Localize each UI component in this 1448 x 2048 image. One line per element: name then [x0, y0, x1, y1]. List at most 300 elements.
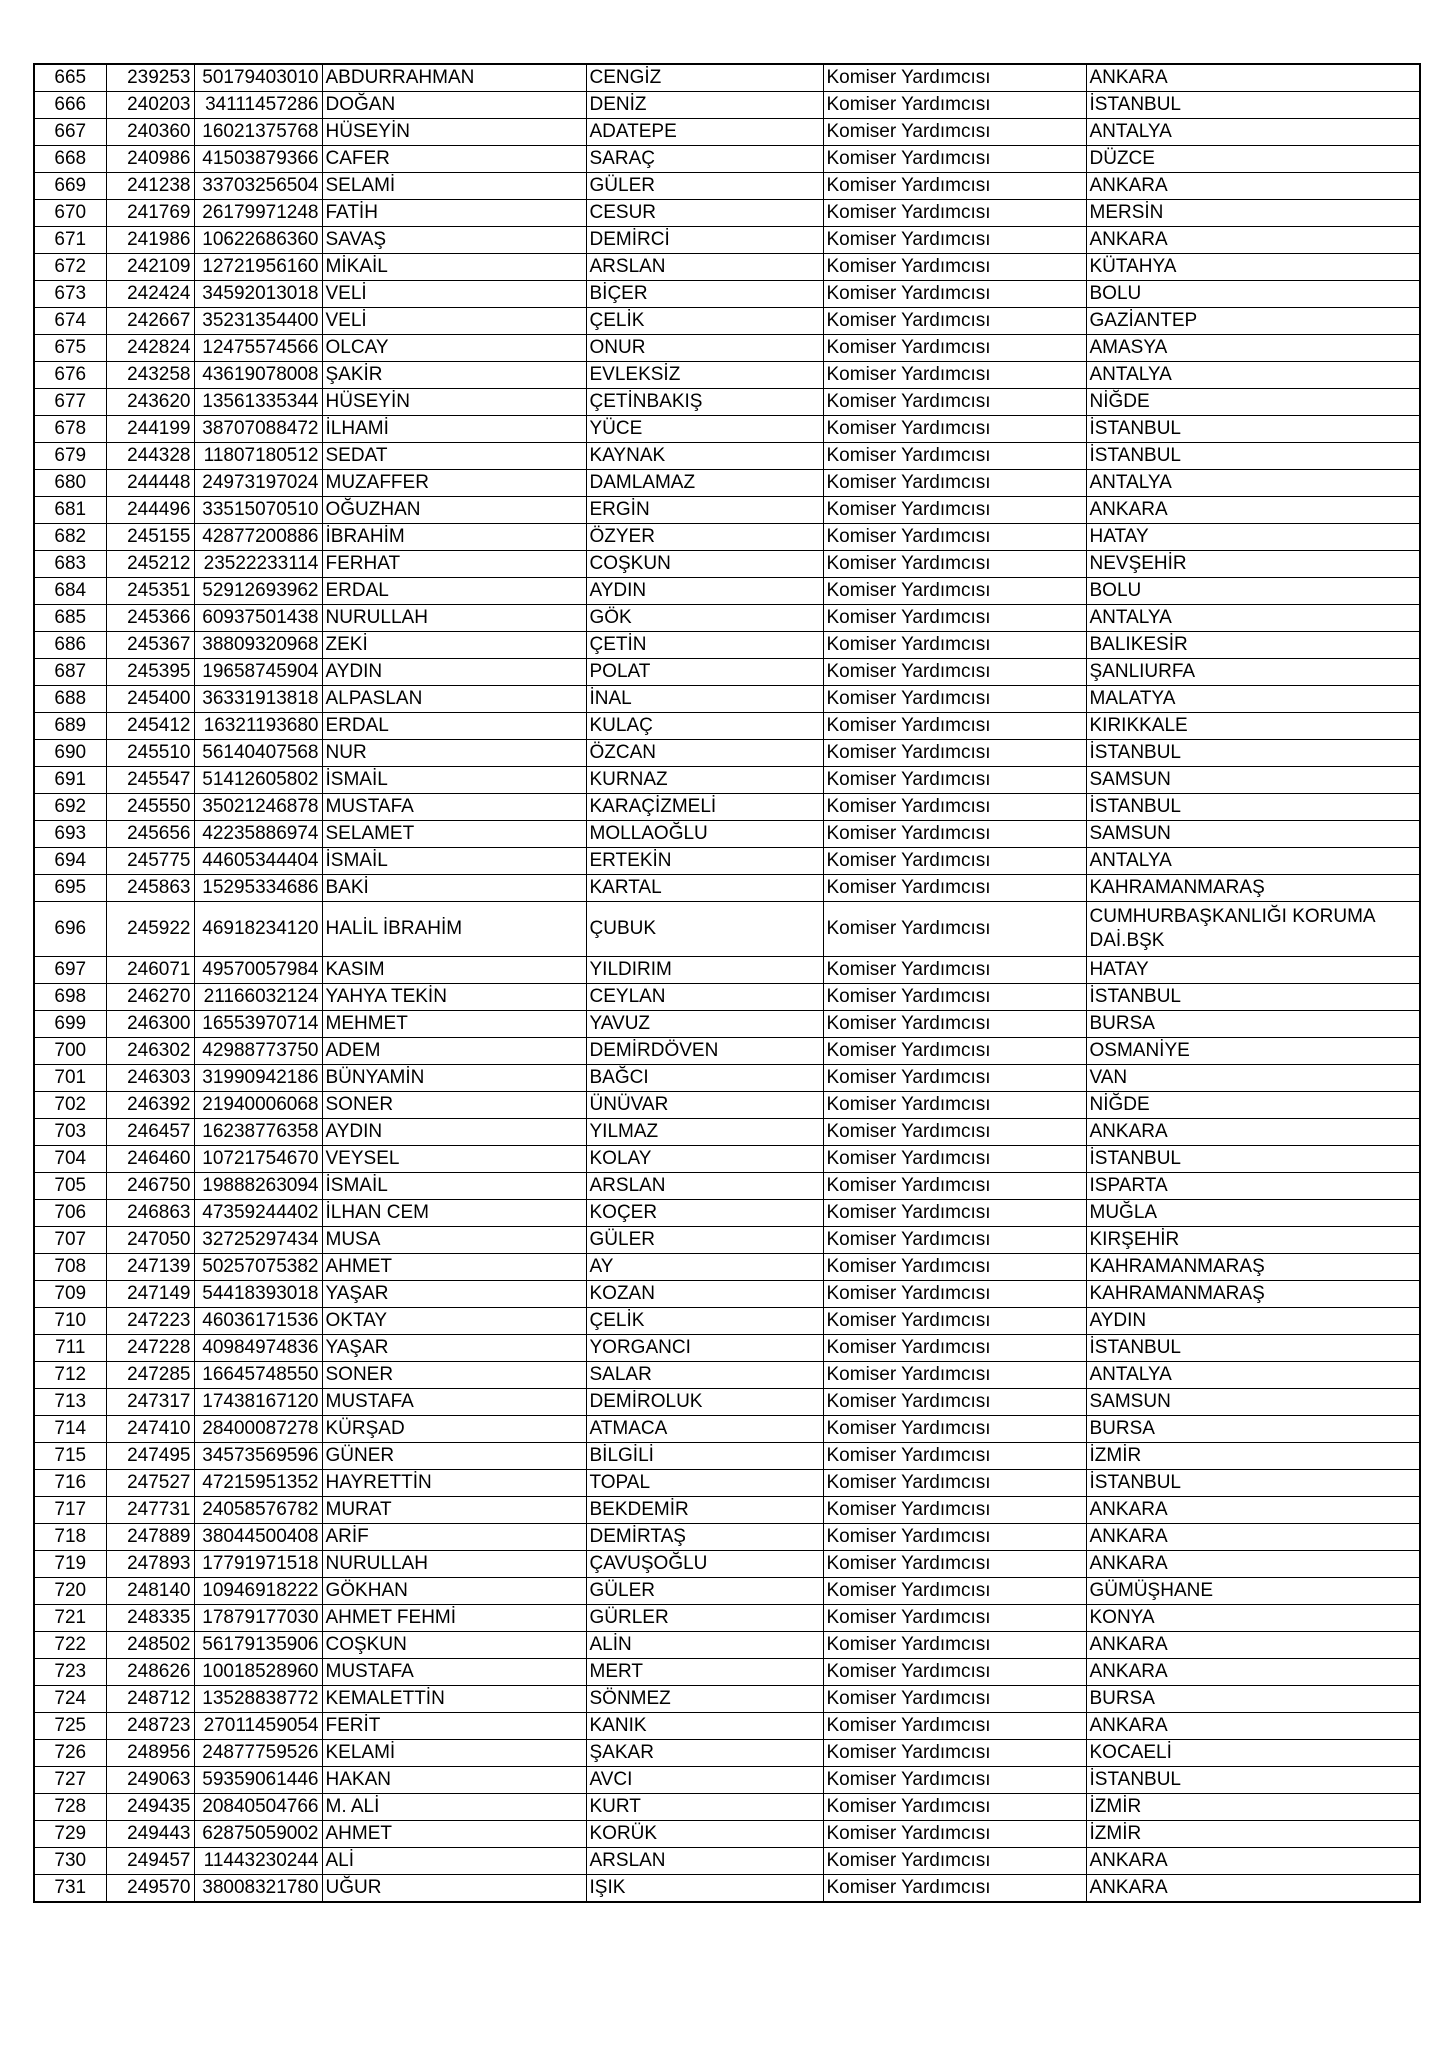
id-number-cell: 34573569596 [194, 1443, 322, 1470]
location-cell: ANTALYA [1086, 470, 1420, 497]
table-row [34, 1038, 1420, 1065]
table-row [34, 1362, 1420, 1389]
location-cell: HATAY [1086, 957, 1420, 984]
last-name-cell: KOZAN [586, 1281, 823, 1308]
rank-cell: Komiser Yardımcısı [823, 848, 1086, 875]
rank-cell: Komiser Yardımcısı [823, 1119, 1086, 1146]
registry-number-cell: 248140 [106, 1578, 194, 1605]
last-name-cell: DAMLAMAZ [586, 470, 823, 497]
location-cell: ANKARA [1086, 1848, 1420, 1875]
rank-cell: Komiser Yardımcısı [823, 200, 1086, 227]
location-cell: ANKARA [1086, 497, 1420, 524]
row-number-cell: 702 [34, 1092, 106, 1119]
last-name-cell: ARSLAN [586, 254, 823, 281]
last-name-cell: BEKDEMİR [586, 1497, 823, 1524]
id-number-cell: 34111457286 [194, 92, 322, 119]
id-number-cell: 21940006068 [194, 1092, 322, 1119]
registry-number-cell: 246863 [106, 1200, 194, 1227]
location-cell: ŞANLIURFA [1086, 659, 1420, 686]
table-row [34, 335, 1420, 362]
last-name-cell: ARSLAN [586, 1173, 823, 1200]
table-row [34, 1686, 1420, 1713]
id-number-cell: 19658745904 [194, 659, 322, 686]
registry-number-cell: 247495 [106, 1443, 194, 1470]
location-cell: MERSİN [1086, 200, 1420, 227]
first-name-cell: CAFER [322, 146, 586, 173]
first-name-cell: KASIM [322, 957, 586, 984]
last-name-cell: ARSLAN [586, 1848, 823, 1875]
registry-number-cell: 240203 [106, 92, 194, 119]
table-row [34, 1605, 1420, 1632]
first-name-cell: DOĞAN [322, 92, 586, 119]
first-name-cell: HÜSEYİN [322, 119, 586, 146]
id-number-cell: 24973197024 [194, 470, 322, 497]
table-row [34, 1632, 1420, 1659]
location-cell: OSMANİYE [1086, 1038, 1420, 1065]
first-name-cell: AHMET [322, 1821, 586, 1848]
row-number-cell: 678 [34, 416, 106, 443]
registry-number-cell: 247139 [106, 1254, 194, 1281]
location-cell: BURSA [1086, 1011, 1420, 1038]
id-number-cell: 47359244402 [194, 1200, 322, 1227]
registry-number-cell: 244496 [106, 497, 194, 524]
row-number-cell: 680 [34, 470, 106, 497]
id-number-cell: 16321193680 [194, 713, 322, 740]
table-row [34, 308, 1420, 335]
table-row [34, 1227, 1420, 1254]
rank-cell: Komiser Yardımcısı [823, 1686, 1086, 1713]
row-number-cell: 685 [34, 605, 106, 632]
table-row [34, 1011, 1420, 1038]
table-row [34, 1551, 1420, 1578]
table-row [34, 1659, 1420, 1686]
id-number-cell: 62875059002 [194, 1821, 322, 1848]
rank-cell: Komiser Yardımcısı [823, 1443, 1086, 1470]
table-row [34, 1146, 1420, 1173]
last-name-cell: YILDIRIM [586, 957, 823, 984]
location-cell: DÜZCE [1086, 146, 1420, 173]
table-row [34, 389, 1420, 416]
rank-cell: Komiser Yardımcısı [823, 497, 1086, 524]
rank-cell: Komiser Yardımcısı [823, 1821, 1086, 1848]
first-name-cell: AHMET FEHMİ [322, 1605, 586, 1632]
rank-cell: Komiser Yardımcısı [823, 1335, 1086, 1362]
registry-number-cell: 245366 [106, 605, 194, 632]
first-name-cell: SONER [322, 1362, 586, 1389]
rank-cell: Komiser Yardımcısı [823, 1416, 1086, 1443]
id-number-cell: 40984974836 [194, 1335, 322, 1362]
row-number-cell: 672 [34, 254, 106, 281]
id-number-cell: 27011459054 [194, 1713, 322, 1740]
id-number-cell: 54418393018 [194, 1281, 322, 1308]
location-cell: İZMİR [1086, 1443, 1420, 1470]
registry-number-cell: 245212 [106, 551, 194, 578]
table-row [34, 1173, 1420, 1200]
registry-number-cell: 246302 [106, 1038, 194, 1065]
table-row [34, 470, 1420, 497]
first-name-cell: VEYSEL [322, 1146, 586, 1173]
rank-cell: Komiser Yardımcısı [823, 902, 1086, 957]
first-name-cell: NUR [322, 740, 586, 767]
rank-cell: Komiser Yardımcısı [823, 794, 1086, 821]
last-name-cell: KURT [586, 1794, 823, 1821]
table-row [34, 902, 1420, 957]
last-name-cell: IŞIK [586, 1875, 823, 1903]
registry-number-cell: 248626 [106, 1659, 194, 1686]
location-cell: CUMHURBAŞKANLIĞI KORUMA DAİ.BŞK [1086, 902, 1420, 957]
rank-cell: Komiser Yardımcısı [823, 1551, 1086, 1578]
first-name-cell: FERHAT [322, 551, 586, 578]
id-number-cell: 24058576782 [194, 1497, 322, 1524]
table-row [34, 362, 1420, 389]
registry-number-cell: 248335 [106, 1605, 194, 1632]
row-number-cell: 722 [34, 1632, 106, 1659]
rank-cell: Komiser Yardımcısı [823, 551, 1086, 578]
rank-cell: Komiser Yardımcısı [823, 1389, 1086, 1416]
rank-cell: Komiser Yardımcısı [823, 1011, 1086, 1038]
registry-number-cell: 246457 [106, 1119, 194, 1146]
last-name-cell: KANIK [586, 1713, 823, 1740]
row-number-cell: 686 [34, 632, 106, 659]
first-name-cell: ALPASLAN [322, 686, 586, 713]
registry-number-cell: 245863 [106, 875, 194, 902]
id-number-cell: 59359061446 [194, 1767, 322, 1794]
rank-cell: Komiser Yardımcısı [823, 767, 1086, 794]
registry-number-cell: 249443 [106, 1821, 194, 1848]
registry-number-cell: 246392 [106, 1092, 194, 1119]
row-number-cell: 683 [34, 551, 106, 578]
rank-cell: Komiser Yardımcısı [823, 64, 1086, 92]
id-number-cell: 47215951352 [194, 1470, 322, 1497]
last-name-cell: YAVUZ [586, 1011, 823, 1038]
row-number-cell: 713 [34, 1389, 106, 1416]
first-name-cell: OĞUZHAN [322, 497, 586, 524]
table-row [34, 1443, 1420, 1470]
registry-number-cell: 245550 [106, 794, 194, 821]
table-row [34, 443, 1420, 470]
first-name-cell: NURULLAH [322, 605, 586, 632]
table-row [34, 254, 1420, 281]
location-cell: İSTANBUL [1086, 416, 1420, 443]
first-name-cell: HAYRETTİN [322, 1470, 586, 1497]
location-cell: KOCAELİ [1086, 1740, 1420, 1767]
registry-number-cell: 245656 [106, 821, 194, 848]
rank-cell: Komiser Yardımcısı [823, 659, 1086, 686]
registry-number-cell: 242109 [106, 254, 194, 281]
first-name-cell: İBRAHİM [322, 524, 586, 551]
row-number-cell: 711 [34, 1335, 106, 1362]
rank-cell: Komiser Yardımcısı [823, 173, 1086, 200]
location-cell: GAZİANTEP [1086, 308, 1420, 335]
row-number-cell: 687 [34, 659, 106, 686]
rank-cell: Komiser Yardımcısı [823, 578, 1086, 605]
last-name-cell: AVCI [586, 1767, 823, 1794]
first-name-cell: MURAT [322, 1497, 586, 1524]
id-number-cell: 38809320968 [194, 632, 322, 659]
first-name-cell: İSMAİL [322, 1173, 586, 1200]
table-row [34, 659, 1420, 686]
row-number-cell: 710 [34, 1308, 106, 1335]
rank-cell: Komiser Yardımcısı [823, 1632, 1086, 1659]
first-name-cell: BÜNYAMİN [322, 1065, 586, 1092]
first-name-cell: SAVAŞ [322, 227, 586, 254]
last-name-cell: GÜLER [586, 1578, 823, 1605]
registry-number-cell: 242824 [106, 335, 194, 362]
row-number-cell: 703 [34, 1119, 106, 1146]
row-number-cell: 682 [34, 524, 106, 551]
last-name-cell: KARAÇİZMELİ [586, 794, 823, 821]
id-number-cell: 11443230244 [194, 1848, 322, 1875]
rank-cell: Komiser Yardımcısı [823, 1848, 1086, 1875]
location-cell: KÜTAHYA [1086, 254, 1420, 281]
row-number-cell: 729 [34, 1821, 106, 1848]
id-number-cell: 60937501438 [194, 605, 322, 632]
registry-number-cell: 247050 [106, 1227, 194, 1254]
location-cell: HATAY [1086, 524, 1420, 551]
rank-cell: Komiser Yardımcısı [823, 470, 1086, 497]
id-number-cell: 38044500408 [194, 1524, 322, 1551]
rank-cell: Komiser Yardımcısı [823, 1092, 1086, 1119]
id-number-cell: 26179971248 [194, 200, 322, 227]
table-row [34, 416, 1420, 443]
table-row [34, 794, 1420, 821]
location-cell: KONYA [1086, 1605, 1420, 1632]
table-row [34, 848, 1420, 875]
last-name-cell: KOLAY [586, 1146, 823, 1173]
id-number-cell: 50257075382 [194, 1254, 322, 1281]
last-name-cell: DEMİROLUK [586, 1389, 823, 1416]
id-number-cell: 23522233114 [194, 551, 322, 578]
rank-cell: Komiser Yardımcısı [823, 524, 1086, 551]
first-name-cell: SONER [322, 1092, 586, 1119]
first-name-cell: FERİT [322, 1713, 586, 1740]
id-number-cell: 51412605802 [194, 767, 322, 794]
row-number-cell: 721 [34, 1605, 106, 1632]
location-cell: İZMİR [1086, 1794, 1420, 1821]
id-number-cell: 56179135906 [194, 1632, 322, 1659]
last-name-cell: CENGİZ [586, 64, 823, 92]
last-name-cell: AY [586, 1254, 823, 1281]
row-number-cell: 692 [34, 794, 106, 821]
last-name-cell: BİLGİLİ [586, 1443, 823, 1470]
row-number-cell: 718 [34, 1524, 106, 1551]
first-name-cell: AYDIN [322, 659, 586, 686]
rank-cell: Komiser Yardımcısı [823, 686, 1086, 713]
first-name-cell: SELAMİ [322, 173, 586, 200]
table-row [34, 767, 1420, 794]
table-row [34, 1767, 1420, 1794]
table-row [34, 1092, 1420, 1119]
id-number-cell: 11807180512 [194, 443, 322, 470]
registry-number-cell: 244328 [106, 443, 194, 470]
location-cell: NİĞDE [1086, 1092, 1420, 1119]
location-cell: VAN [1086, 1065, 1420, 1092]
rank-cell: Komiser Yardımcısı [823, 957, 1086, 984]
location-cell: BURSA [1086, 1686, 1420, 1713]
last-name-cell: ERTEKİN [586, 848, 823, 875]
last-name-cell: BİÇER [586, 281, 823, 308]
row-number-cell: 681 [34, 497, 106, 524]
rank-cell: Komiser Yardımcısı [823, 1497, 1086, 1524]
first-name-cell: ERDAL [322, 713, 586, 740]
rank-cell: Komiser Yardımcısı [823, 1605, 1086, 1632]
id-number-cell: 20840504766 [194, 1794, 322, 1821]
last-name-cell: GÖK [586, 605, 823, 632]
registry-number-cell: 249063 [106, 1767, 194, 1794]
location-cell: MUĞLA [1086, 1200, 1420, 1227]
table-row [34, 1308, 1420, 1335]
first-name-cell: OKTAY [322, 1308, 586, 1335]
last-name-cell: EVLEKSİZ [586, 362, 823, 389]
row-number-cell: 705 [34, 1173, 106, 1200]
rank-cell: Komiser Yardımcısı [823, 1227, 1086, 1254]
last-name-cell: KULAÇ [586, 713, 823, 740]
table-row [34, 984, 1420, 1011]
row-number-cell: 674 [34, 308, 106, 335]
location-cell: İSTANBUL [1086, 1146, 1420, 1173]
id-number-cell: 10946918222 [194, 1578, 322, 1605]
rank-cell: Komiser Yardımcısı [823, 1173, 1086, 1200]
first-name-cell: SEDAT [322, 443, 586, 470]
id-number-cell: 12475574566 [194, 335, 322, 362]
location-cell: İSTANBUL [1086, 92, 1420, 119]
id-number-cell: 34592013018 [194, 281, 322, 308]
first-name-cell: MUZAFFER [322, 470, 586, 497]
table-row [34, 1470, 1420, 1497]
location-cell: KIRŞEHİR [1086, 1227, 1420, 1254]
row-number-cell: 690 [34, 740, 106, 767]
row-number-cell: 699 [34, 1011, 106, 1038]
rank-cell: Komiser Yardımcısı [823, 875, 1086, 902]
table-row [34, 1065, 1420, 1092]
last-name-cell: ÜNÜVAR [586, 1092, 823, 1119]
location-cell: İSTANBUL [1086, 1767, 1420, 1794]
registry-number-cell: 247527 [106, 1470, 194, 1497]
last-name-cell: YÜCE [586, 416, 823, 443]
first-name-cell: UĞUR [322, 1875, 586, 1903]
rank-cell: Komiser Yardımcısı [823, 740, 1086, 767]
row-number-cell: 693 [34, 821, 106, 848]
rank-cell: Komiser Yardımcısı [823, 984, 1086, 1011]
id-number-cell: 46918234120 [194, 902, 322, 957]
location-cell: ANTALYA [1086, 362, 1420, 389]
registry-number-cell: 241986 [106, 227, 194, 254]
first-name-cell: VELİ [322, 308, 586, 335]
row-number-cell: 709 [34, 1281, 106, 1308]
location-cell: ANKARA [1086, 1659, 1420, 1686]
table-row [34, 227, 1420, 254]
id-number-cell: 31990942186 [194, 1065, 322, 1092]
first-name-cell: ALİ [322, 1848, 586, 1875]
table-row [34, 1821, 1420, 1848]
id-number-cell: 16553970714 [194, 1011, 322, 1038]
rank-cell: Komiser Yardımcısı [823, 146, 1086, 173]
rank-cell: Komiser Yardımcısı [823, 1038, 1086, 1065]
last-name-cell: ŞAKAR [586, 1740, 823, 1767]
row-number-cell: 695 [34, 875, 106, 902]
id-number-cell: 12721956160 [194, 254, 322, 281]
location-cell: İSTANBUL [1086, 740, 1420, 767]
registry-number-cell: 246303 [106, 1065, 194, 1092]
last-name-cell: KORÜK [586, 1821, 823, 1848]
table-row [34, 1713, 1420, 1740]
row-number-cell: 727 [34, 1767, 106, 1794]
registry-number-cell: 245395 [106, 659, 194, 686]
registry-number-cell: 243620 [106, 389, 194, 416]
id-number-cell: 46036171536 [194, 1308, 322, 1335]
row-number-cell: 667 [34, 119, 106, 146]
registry-number-cell: 248956 [106, 1740, 194, 1767]
last-name-cell: ÇAVUŞOĞLU [586, 1551, 823, 1578]
row-number-cell: 684 [34, 578, 106, 605]
id-number-cell: 38008321780 [194, 1875, 322, 1903]
id-number-cell: 42877200886 [194, 524, 322, 551]
first-name-cell: MUSTAFA [322, 794, 586, 821]
first-name-cell: GÜNER [322, 1443, 586, 1470]
row-number-cell: 676 [34, 362, 106, 389]
first-name-cell: İLHAMİ [322, 416, 586, 443]
last-name-cell: KURNAZ [586, 767, 823, 794]
last-name-cell: DEMİRDÖVEN [586, 1038, 823, 1065]
row-number-cell: 719 [34, 1551, 106, 1578]
id-number-cell: 21166032124 [194, 984, 322, 1011]
registry-number-cell: 249457 [106, 1848, 194, 1875]
table-row [34, 92, 1420, 119]
row-number-cell: 668 [34, 146, 106, 173]
rank-cell: Komiser Yardımcısı [823, 632, 1086, 659]
table-row [34, 119, 1420, 146]
location-cell: İSTANBUL [1086, 984, 1420, 1011]
row-number-cell: 689 [34, 713, 106, 740]
first-name-cell: HALİL İBRAHİM [322, 902, 586, 957]
rank-cell: Komiser Yardımcısı [823, 92, 1086, 119]
id-number-cell: 10018528960 [194, 1659, 322, 1686]
id-number-cell: 16021375768 [194, 119, 322, 146]
location-cell: İSTANBUL [1086, 1470, 1420, 1497]
first-name-cell: HAKAN [322, 1767, 586, 1794]
registry-number-cell: 246270 [106, 984, 194, 1011]
table-row [34, 1740, 1420, 1767]
rank-cell: Komiser Yardımcısı [823, 1146, 1086, 1173]
registry-number-cell: 247731 [106, 1497, 194, 1524]
location-cell: ANKARA [1086, 1713, 1420, 1740]
id-number-cell: 33515070510 [194, 497, 322, 524]
registry-number-cell: 248723 [106, 1713, 194, 1740]
row-number-cell: 679 [34, 443, 106, 470]
id-number-cell: 35021246878 [194, 794, 322, 821]
location-cell: BOLU [1086, 578, 1420, 605]
first-name-cell: İSMAİL [322, 767, 586, 794]
location-cell: AMASYA [1086, 335, 1420, 362]
last-name-cell: COŞKUN [586, 551, 823, 578]
rank-cell: Komiser Yardımcısı [823, 254, 1086, 281]
first-name-cell: M. ALİ [322, 1794, 586, 1821]
table-row [34, 605, 1420, 632]
row-number-cell: 723 [34, 1659, 106, 1686]
last-name-cell: GÜLER [586, 1227, 823, 1254]
rank-cell: Komiser Yardımcısı [823, 1200, 1086, 1227]
registry-number-cell: 247893 [106, 1551, 194, 1578]
id-number-cell: 24877759526 [194, 1740, 322, 1767]
last-name-cell: YILMAZ [586, 1119, 823, 1146]
table-row [34, 875, 1420, 902]
table-row [34, 578, 1420, 605]
rank-cell: Komiser Yardımcısı [823, 1065, 1086, 1092]
registry-number-cell: 247410 [106, 1416, 194, 1443]
first-name-cell: AYDIN [322, 1119, 586, 1146]
last-name-cell: ÇETİN [586, 632, 823, 659]
first-name-cell: ZEKİ [322, 632, 586, 659]
